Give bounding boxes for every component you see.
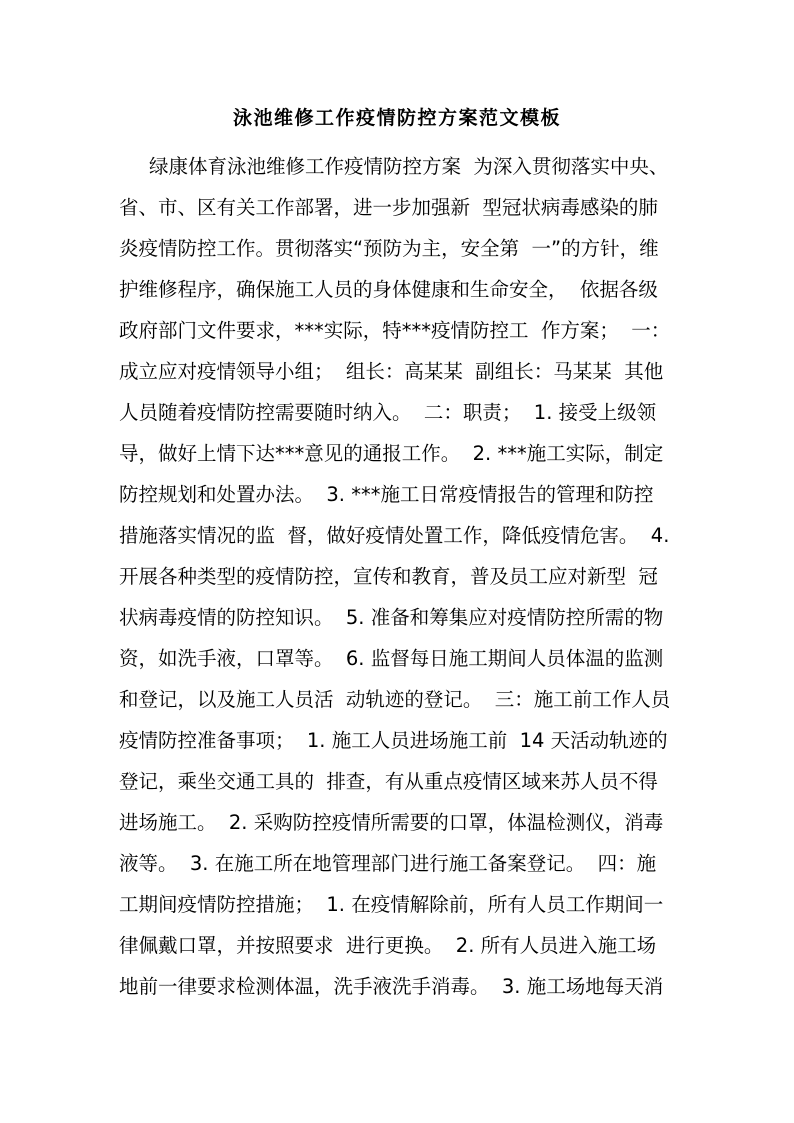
body-line: 导，做好上情下达***意见的通报工作。 2. ***施工实际，制定 bbox=[119, 442, 664, 465]
body-line: 炎疫情防控工作。贯彻落实“预防为主，安全第 一”的方针，维 bbox=[119, 237, 659, 260]
body-line: 地前一律要求检测体温，洗手液洗手消毒。 3. 施工场地每天消 bbox=[119, 975, 664, 998]
body-line: 成立应对疫情领导小组； 组长：高某某 副组长：马某某 其他 bbox=[119, 360, 664, 383]
body-line: 防控规划和处置办法。 3. ***施工日常疫情报告的管理和防控 bbox=[119, 483, 654, 506]
document-body bbox=[119, 146, 684, 1007]
body-line: 和登记，以及施工人员活 动轨迹的登记。 三：施工前工作人员 bbox=[119, 688, 671, 711]
body-line: 律佩戴口罩，并按照要求 进行更换。 2. 所有人员进入施工场 bbox=[119, 934, 657, 957]
body-line: 状病毒疫情的防控知识。 5. 准备和筹集应对疫情防控所需的物 bbox=[119, 606, 664, 629]
body-line: 工期间疫情防控措施； 1. 在疫情解除前，所有人员工作期间一 bbox=[119, 893, 664, 916]
body-line: 省、市、区有关工作部署，进一步加强新 型冠状病毒感染的肺 bbox=[119, 196, 658, 219]
body-line: 护维修程序，确保施工人员的身体健康和生命安全， 依据各级 bbox=[119, 278, 658, 301]
document-title: 泳池维修工作疫情防控方案范文模板 bbox=[232, 107, 561, 129]
body-line: 液等。 3. 在施工所在地管理部门进行施工备案登记。 四：施 bbox=[119, 852, 657, 875]
body-line: 开展各种类型的疫情防控，宣传和教育，普及员工应对新型 冠 bbox=[119, 565, 658, 588]
body-line: 登记，乘坐交通工具的 排查，有从重点疫情区域来苏人员不得 bbox=[119, 770, 658, 793]
body-line: 政府部门文件要求，***实际，特***疫情防控工 作方案； 一： bbox=[119, 319, 671, 342]
body-line: 措施落实情况的监 督，做好疫情处置工作，降低疫情危害。 4. bbox=[119, 524, 670, 547]
body-line: 资，如洗手液，口罩等。 6. 监督每日施工期间人员体温的监测 bbox=[119, 647, 664, 670]
body-line: 进场施工。 2. 采购防控疫情所需要的口罩，体温检测仪，消毒 bbox=[119, 811, 664, 834]
body-line: 人员随着疫情防控需要随时纳入。 二：职责； 1. 接受上级领 bbox=[119, 401, 657, 424]
body-line: 绿康体育泳池维修工作疫情防控方案 为深入贯彻落实中央、 bbox=[149, 155, 669, 178]
body-line: 疫情防控准备事项； 1. 施工人员进场施工前 14 天活动轨迹的 bbox=[119, 729, 668, 752]
